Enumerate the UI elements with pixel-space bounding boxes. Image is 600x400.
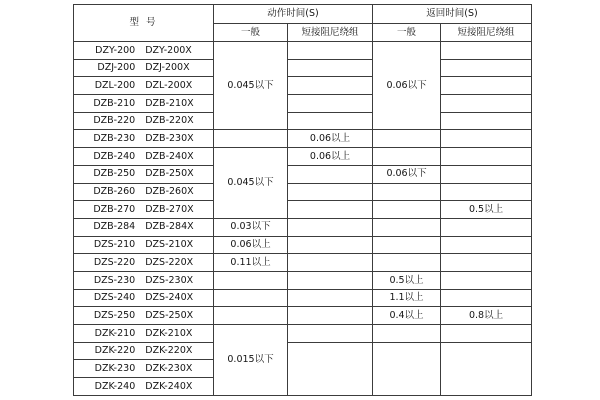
table-row <box>74 42 532 60</box>
model-name: DZB-270 <box>93 203 136 215</box>
action-damping-cell <box>288 183 373 201</box>
table-row <box>74 59 532 77</box>
model-cell <box>74 325 214 343</box>
action-general-cell: 0.015以下 <box>214 325 288 396</box>
model-name-x: DZS-210X <box>145 239 194 251</box>
header-return-time: 返回时间(S) <box>373 5 532 24</box>
model-names <box>74 311 213 321</box>
model-cell <box>74 59 214 77</box>
model-name: DZS-230 <box>93 274 136 286</box>
model-name-x: DZK-210X <box>145 327 193 339</box>
action-damping-cell <box>288 95 373 113</box>
table-row <box>74 112 532 130</box>
model-name: DZK-240 <box>94 380 136 392</box>
model-cell <box>74 254 214 272</box>
model-names <box>74 116 213 126</box>
table-row <box>74 95 532 113</box>
model-cell <box>74 42 214 60</box>
return-damping-cell <box>441 183 532 201</box>
model-names <box>74 240 213 250</box>
model-cell <box>74 218 214 236</box>
model-name-x: DZL-200X <box>145 79 193 91</box>
return-damping-cell: 0.5以上 <box>441 201 532 219</box>
model-names <box>74 293 213 303</box>
model-names <box>74 364 213 374</box>
return-damping-cell <box>441 148 532 166</box>
model-cell <box>74 236 214 254</box>
action-damping-cell: 0.06以上 <box>288 130 373 148</box>
header-model: 型 号 <box>74 5 214 42</box>
model-cell <box>74 130 214 148</box>
header-row-groups <box>74 5 532 24</box>
action-general-cell: 0.045以下 <box>214 42 288 130</box>
action-damping-cell <box>288 254 373 272</box>
return-general-cell <box>373 342 441 395</box>
header-action-general: 一般 <box>214 24 288 42</box>
model-names <box>74 46 213 56</box>
model-name: DZS-220 <box>93 256 136 268</box>
return-damping-cell <box>441 271 532 289</box>
model-cell <box>74 183 214 201</box>
return-general-cell <box>373 325 441 343</box>
return-damping-cell <box>441 236 532 254</box>
model-names <box>74 81 213 91</box>
table-row <box>74 218 532 236</box>
return-general-cell <box>373 130 441 148</box>
table-row <box>74 77 532 95</box>
table-row <box>74 183 532 201</box>
action-damping-cell: 0.06以上 <box>288 148 373 166</box>
model-name: DZK-220 <box>94 345 136 357</box>
action-general-cell <box>214 289 288 307</box>
return-general-cell <box>373 148 441 166</box>
table-row <box>74 325 532 343</box>
return-general-cell: 0.06以下 <box>373 42 441 130</box>
return-general-cell <box>373 218 441 236</box>
return-general-cell: 0.06以下 <box>373 165 441 183</box>
model-name-x: DZK-230X <box>145 362 193 374</box>
model-names <box>74 329 213 339</box>
model-names <box>74 187 213 197</box>
model-name: DZB-230 <box>93 133 136 145</box>
model-cell <box>74 360 214 378</box>
return-damping-cell <box>441 289 532 307</box>
model-name: DZB-210 <box>93 97 136 109</box>
model-name-x: DZB-220X <box>145 115 194 127</box>
model-cell <box>74 289 214 307</box>
return-damping-cell <box>441 165 532 183</box>
return-general-cell: 0.5以上 <box>373 271 441 289</box>
model-names <box>74 63 213 73</box>
return-general-cell: 0.4以上 <box>373 307 441 325</box>
action-damping-cell <box>288 271 373 289</box>
table-row <box>74 342 532 360</box>
table-row <box>74 148 532 166</box>
action-general-cell: 0.045以下 <box>214 148 288 219</box>
action-general-cell: 0.11以上 <box>214 254 288 272</box>
model-name: DZJ-200 <box>97 62 136 74</box>
header-return-general: 一般 <box>373 24 441 42</box>
model-name-x: DZS-230X <box>145 274 194 286</box>
model-cell <box>74 342 214 360</box>
model-names <box>74 382 213 392</box>
model-cell <box>74 201 214 219</box>
return-general-cell: 1.1以上 <box>373 289 441 307</box>
model-names <box>74 134 213 144</box>
model-names <box>74 99 213 109</box>
model-name-x: DZK-220X <box>145 345 193 357</box>
action-damping-cell <box>288 307 373 325</box>
model-names <box>74 276 213 286</box>
table-header <box>74 5 532 42</box>
model-cell <box>74 378 214 396</box>
model-cell <box>74 165 214 183</box>
model-cell <box>74 95 214 113</box>
header-return-damping: 短接阻尼绕组 <box>441 24 532 42</box>
action-damping-cell <box>288 325 373 343</box>
action-damping-cell <box>288 165 373 183</box>
model-name-x: DZS-250X <box>145 309 194 321</box>
model-cell <box>74 271 214 289</box>
model-name-x: DZB-284X <box>145 221 194 233</box>
model-name-x: DZB-210X <box>145 97 194 109</box>
model-name: DZB-220 <box>93 115 136 127</box>
return-damping-cell <box>441 130 532 148</box>
table-row <box>74 236 532 254</box>
return-damping-cell <box>441 342 532 395</box>
action-damping-cell <box>288 218 373 236</box>
model-name-x: DZB-240X <box>145 150 194 162</box>
table-row <box>74 289 532 307</box>
table-row <box>74 201 532 219</box>
return-damping-cell <box>441 218 532 236</box>
model-name-x: DZK-240X <box>145 380 193 392</box>
model-name: DZK-230 <box>94 362 136 374</box>
model-name-x: DZY-200X <box>145 44 192 56</box>
relay-spec-table-container <box>73 4 532 396</box>
return-damping-cell <box>441 95 532 113</box>
action-general-cell <box>214 271 288 289</box>
return-general-cell <box>373 236 441 254</box>
model-name: DZB-260 <box>93 186 136 198</box>
header-action-damping: 短接阻尼绕组 <box>288 24 373 42</box>
return-general-cell <box>373 201 441 219</box>
return-damping-cell <box>441 112 532 130</box>
model-name: DZK-210 <box>94 327 136 339</box>
model-cell <box>74 112 214 130</box>
model-name: DZB-250 <box>93 168 136 180</box>
action-general-cell: 0.03以下 <box>214 218 288 236</box>
action-damping-cell <box>288 342 373 395</box>
table-row <box>74 165 532 183</box>
model-name: DZY-200 <box>95 44 136 56</box>
model-names <box>74 152 213 162</box>
model-names <box>74 205 213 215</box>
model-cell <box>74 148 214 166</box>
model-name-x: DZB-270X <box>145 203 194 215</box>
model-name-x: DZJ-200X <box>145 62 190 74</box>
model-name-x: DZB-250X <box>145 168 194 180</box>
return-general-cell <box>373 183 441 201</box>
return-general-cell <box>373 254 441 272</box>
action-general-cell: 0.06以上 <box>214 236 288 254</box>
model-name-x: DZS-240X <box>145 292 194 304</box>
model-name: DZS-250 <box>93 309 136 321</box>
action-damping-cell <box>288 289 373 307</box>
model-name-x: DZB-230X <box>145 133 194 145</box>
return-damping-cell <box>441 59 532 77</box>
action-damping-cell <box>288 201 373 219</box>
model-names <box>74 222 213 232</box>
model-name: DZB-284 <box>93 221 136 233</box>
spec-table-body <box>74 42 532 396</box>
return-damping-cell <box>441 254 532 272</box>
model-name-x: DZB-260X <box>145 186 194 198</box>
model-name: DZL-200 <box>94 79 136 91</box>
model-cell <box>74 77 214 95</box>
relay-spec-table <box>73 4 532 396</box>
table-row <box>74 307 532 325</box>
model-names <box>74 258 213 268</box>
model-cell <box>74 307 214 325</box>
return-damping-cell <box>441 42 532 60</box>
table-row <box>74 271 532 289</box>
model-name: DZS-240 <box>93 292 136 304</box>
action-damping-cell <box>288 59 373 77</box>
return-damping-cell: 0.8以上 <box>441 307 532 325</box>
action-damping-cell <box>288 42 373 60</box>
action-damping-cell <box>288 77 373 95</box>
action-general-cell <box>214 130 288 148</box>
action-damping-cell <box>288 236 373 254</box>
action-general-cell <box>214 307 288 325</box>
return-damping-cell <box>441 325 532 343</box>
table-row <box>74 254 532 272</box>
model-name: DZS-210 <box>93 239 136 251</box>
model-names <box>74 346 213 356</box>
header-action-time: 动作时间(S) <box>214 5 373 24</box>
model-names <box>74 169 213 179</box>
table-row <box>74 130 532 148</box>
return-damping-cell <box>441 77 532 95</box>
model-name-x: DZS-220X <box>145 256 194 268</box>
action-damping-cell <box>288 112 373 130</box>
model-name: DZB-240 <box>93 150 136 162</box>
